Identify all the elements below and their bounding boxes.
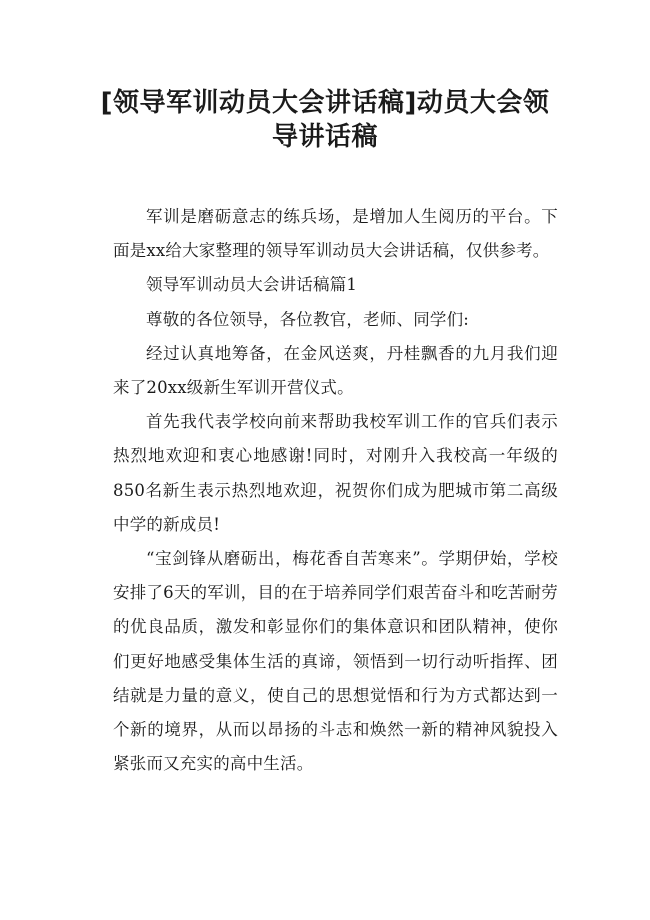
document-title: [领导军训动员大会讲话稿]动员大会领导讲话稿: [100, 88, 550, 152]
intro-paragraph: 军训是磨砺意志的练兵场，是增加人生阅历的平台。下面是xx给大家整理的领导军训动员大会讲话稿，仅供参考。: [113, 207, 558, 261]
body-paragraph: “宝剑锋从磨砺出，梅花香自苦寒来”。学期伊始，学校安排了6天的军训，目的在于培养同学们艰苦奋斗和吃苦耐劳的优良品质，激发和彰显你们的集体意识和团队精神，使你们更好地感受集体生活的真谛，领悟到一切行动听指挥、团结就是力量的意义，使自己的思想觉悟和行为方式都达到一个新的境界，从而以昂扬的斗志和焕然一新的精神风貌投入紧张而又充实的高中生活。: [113, 549, 558, 774]
body-paragraph: 首先我代表学校向前来帮助我校军训工作的官兵们表示热烈地欢迎和衷心地感谢!同时，对刚升入我校高一年级的850名新生表示热烈地欢迎，祝贺你们成为肥城市第二高级中学的新成员!: [113, 412, 558, 534]
salutation-paragraph: 尊敬的各位领导，各位教官，老师、同学们:: [146, 309, 470, 329]
body-paragraph: 经过认真地筹备，在金风送爽，丹桂飘香的九月我们迎来了20xx级新生军训开营仪式。: [113, 343, 558, 398]
document-body: [113, 200, 558, 781]
section-heading: 领导军训动员大会讲话稿篇1: [146, 275, 358, 295]
